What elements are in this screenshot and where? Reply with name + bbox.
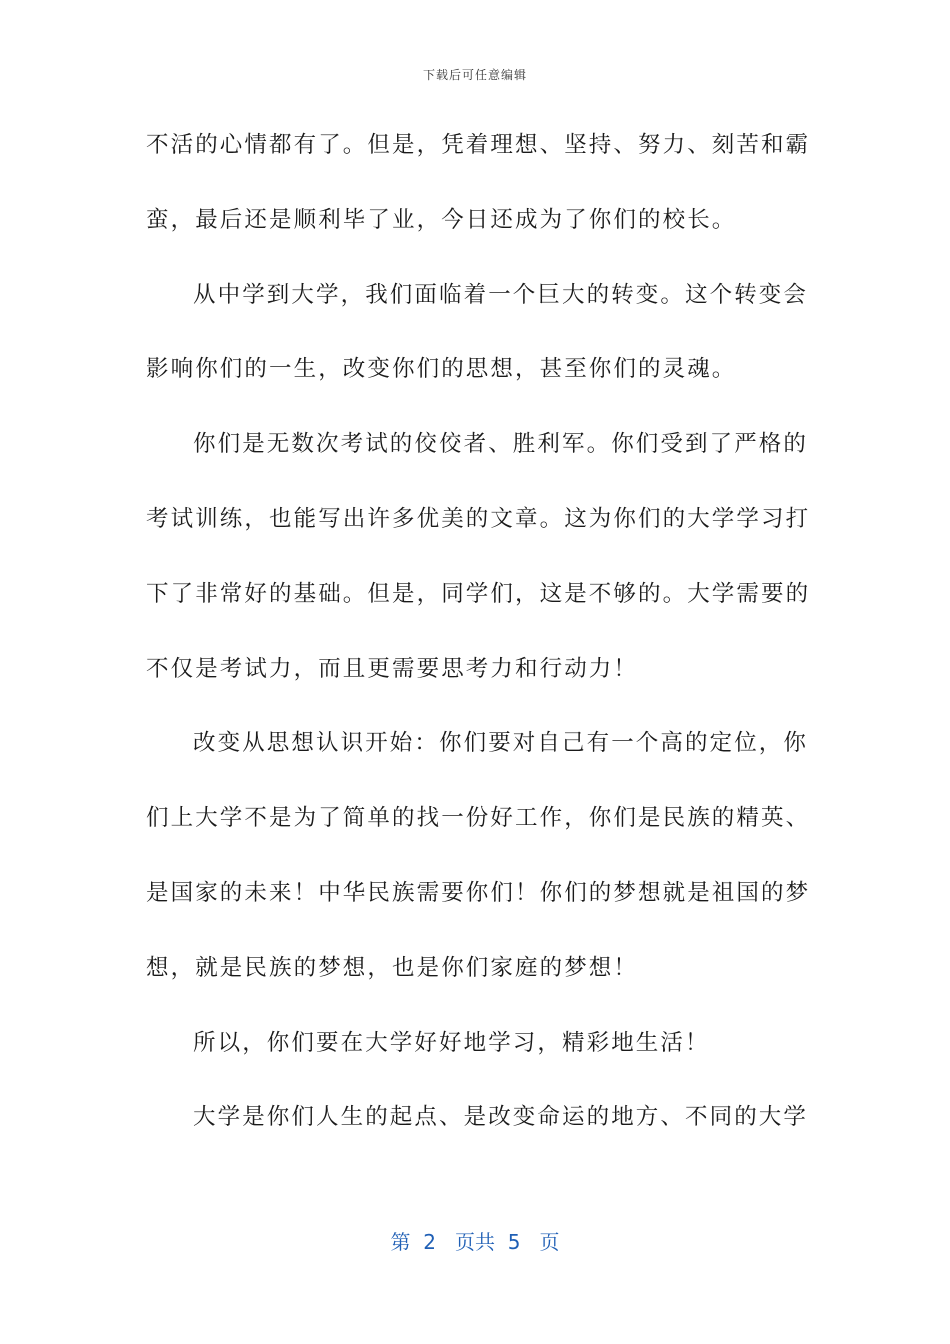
- document-body: [146, 118, 811, 1165]
- text-line: 你们是无数次考试的佼佼者、胜利军。你们受到了严格的: [193, 431, 809, 458]
- text-line: 下了非常好的基础。但是，同学们，这是不够的。大学需要的: [146, 580, 811, 607]
- text-line: 是国家的未来！中华民族需要你们！你们的梦想就是祖国的梦: [146, 879, 811, 906]
- text-line: 想，就是民族的梦想，也是你们家庭的梦想！: [146, 954, 639, 981]
- text-line: 所以，你们要在大学好好地学习，精彩地生活！: [193, 1029, 710, 1056]
- page-number: 第 2 页共 5 页: [390, 1230, 560, 1254]
- text-line: 蛮，最后还是顺利毕了业，今日还成为了你们的校长。: [146, 206, 737, 233]
- page-header: 下载后可任意编辑: [422, 68, 527, 82]
- text-line: 们上大学不是为了简单的找一份好工作，你们是民族的精英、: [146, 805, 811, 832]
- text-line: 大学是你们人生的起点、是改变命运的地方、不同的大学: [193, 1104, 809, 1131]
- text-line: 影响你们的一生，改变你们的思想，甚至你们的灵魂。: [146, 356, 737, 383]
- text-line: 考试训练，也能写出许多优美的文章。这为你们的大学学习打: [146, 505, 811, 532]
- text-line: 不仅是考试力，而且更需要思考力和行动力！: [146, 655, 639, 682]
- text-line: 不活的心情都有了。但是，凭着理想、坚持、努力、刻苦和霸: [146, 132, 811, 158]
- text-line: 从中学到大学，我们面临着一个巨大的转变。这个转变会: [193, 281, 809, 308]
- text-line: 改变从思想认识开始：你们要对自己有一个高的定位，你: [193, 730, 809, 757]
